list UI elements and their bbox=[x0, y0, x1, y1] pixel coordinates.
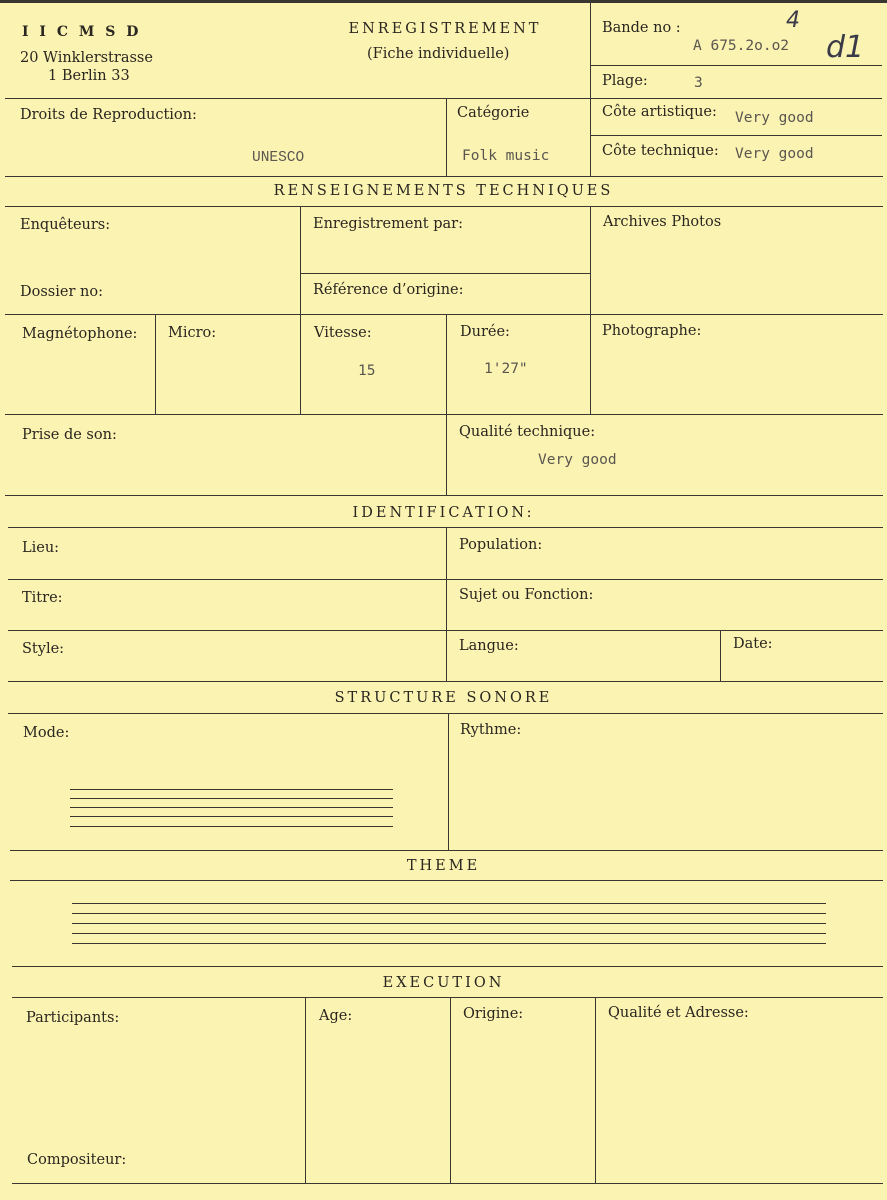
form-title: ENREGISTREMENT bbox=[348, 21, 542, 37]
rule bbox=[8, 713, 883, 714]
categorie-label: Catégorie bbox=[457, 105, 530, 121]
rule bbox=[155, 314, 156, 414]
institution-name: I I C M S D bbox=[22, 24, 142, 40]
mode-label: Mode: bbox=[23, 725, 70, 741]
rule bbox=[5, 495, 883, 496]
plage-value: 3 bbox=[694, 75, 703, 91]
droits-value: UNESCO bbox=[252, 150, 305, 166]
rule bbox=[12, 997, 883, 998]
qualite-technique-value: Very good bbox=[538, 452, 617, 468]
rule bbox=[590, 135, 882, 136]
rule bbox=[10, 850, 883, 851]
rule bbox=[446, 314, 447, 495]
rule bbox=[720, 630, 721, 681]
section-heading-identification: IDENTIFICATION: bbox=[352, 505, 535, 521]
micro-label: Micro: bbox=[168, 325, 217, 341]
rule bbox=[590, 206, 591, 414]
top-border bbox=[0, 0, 887, 3]
duree-value: 1'27" bbox=[484, 361, 528, 377]
section-heading-structure: STRUCTURE SONORE bbox=[334, 690, 553, 706]
dossier-label: Dossier no: bbox=[20, 284, 103, 300]
section-heading-theme: THEME bbox=[406, 858, 481, 874]
rule bbox=[5, 206, 883, 207]
age-label: Age: bbox=[319, 1008, 353, 1024]
origine-label: Origine: bbox=[463, 1006, 524, 1022]
magnetophone-label: Magnétophone: bbox=[22, 326, 138, 342]
rule bbox=[12, 966, 883, 967]
address-line-2: 1 Berlin 33 bbox=[48, 68, 130, 84]
duree-label: Durée: bbox=[460, 324, 510, 340]
lieu-label: Lieu: bbox=[22, 540, 60, 556]
sujet-label: Sujet ou Fonction: bbox=[459, 587, 594, 603]
plage-label: Plage: bbox=[602, 73, 648, 89]
rule bbox=[448, 713, 449, 850]
rule bbox=[10, 880, 883, 881]
rule bbox=[446, 98, 447, 176]
categorie-value: Folk music bbox=[462, 148, 550, 164]
rule bbox=[446, 527, 447, 681]
bande-value: A 675.2o.o2 bbox=[693, 38, 790, 54]
population-label: Population: bbox=[459, 537, 543, 553]
form-subtitle: (Fiche individuelle) bbox=[367, 46, 510, 62]
rule bbox=[305, 997, 306, 1183]
prise-de-son-label: Prise de son: bbox=[22, 427, 117, 443]
enqueteurs-label: Enquêteurs: bbox=[20, 217, 111, 233]
style-label: Style: bbox=[22, 641, 65, 657]
rule bbox=[595, 997, 596, 1183]
rule bbox=[5, 314, 883, 315]
photographe-label: Photographe: bbox=[602, 323, 702, 339]
qualite-technique-label: Qualité technique: bbox=[459, 424, 596, 440]
participants-label: Participants: bbox=[26, 1010, 120, 1026]
vitesse-value: 15 bbox=[358, 363, 376, 379]
titre-label: Titre: bbox=[22, 590, 63, 606]
rule bbox=[300, 206, 301, 414]
vitesse-label: Vitesse: bbox=[314, 325, 372, 341]
enregistrement-par-label: Enregistrement par: bbox=[313, 216, 463, 232]
bande-handwritten-mark: d1 bbox=[826, 30, 865, 65]
rule bbox=[5, 414, 883, 415]
qualite-adresse-label: Qualité et Adresse: bbox=[608, 1005, 749, 1021]
reference-label: Référence d’origine: bbox=[313, 282, 464, 298]
rythme-label: Rythme: bbox=[460, 722, 522, 738]
address-line-1: 20 Winklerstrasse bbox=[20, 50, 153, 66]
archives-photos-label: Archives Photos bbox=[603, 214, 722, 230]
bande-label: Bande no : bbox=[602, 20, 681, 36]
rule bbox=[590, 98, 882, 99]
cote-artistique-label: Côte artistique: bbox=[602, 104, 717, 120]
cote-technique-value: Very good bbox=[735, 146, 814, 162]
rule bbox=[8, 681, 883, 682]
rule bbox=[590, 65, 882, 66]
rule bbox=[5, 176, 883, 177]
rule bbox=[12, 1183, 883, 1184]
rule bbox=[450, 997, 451, 1183]
droits-label: Droits de Reproduction: bbox=[20, 107, 197, 123]
section-heading-execution: EXECUTION bbox=[382, 975, 505, 991]
rule bbox=[300, 273, 590, 274]
cote-technique-label: Côte technique: bbox=[602, 143, 719, 159]
cote-artistique-value: Very good bbox=[735, 110, 814, 126]
section-heading-technical: RENSEIGNEMENTS TECHNIQUES bbox=[273, 183, 614, 199]
langue-label: Langue: bbox=[459, 638, 519, 654]
bande-annotation: 4 bbox=[786, 8, 800, 33]
date-label: Date: bbox=[733, 636, 773, 652]
rule bbox=[5, 98, 590, 99]
compositeur-label: Compositeur: bbox=[27, 1152, 127, 1168]
